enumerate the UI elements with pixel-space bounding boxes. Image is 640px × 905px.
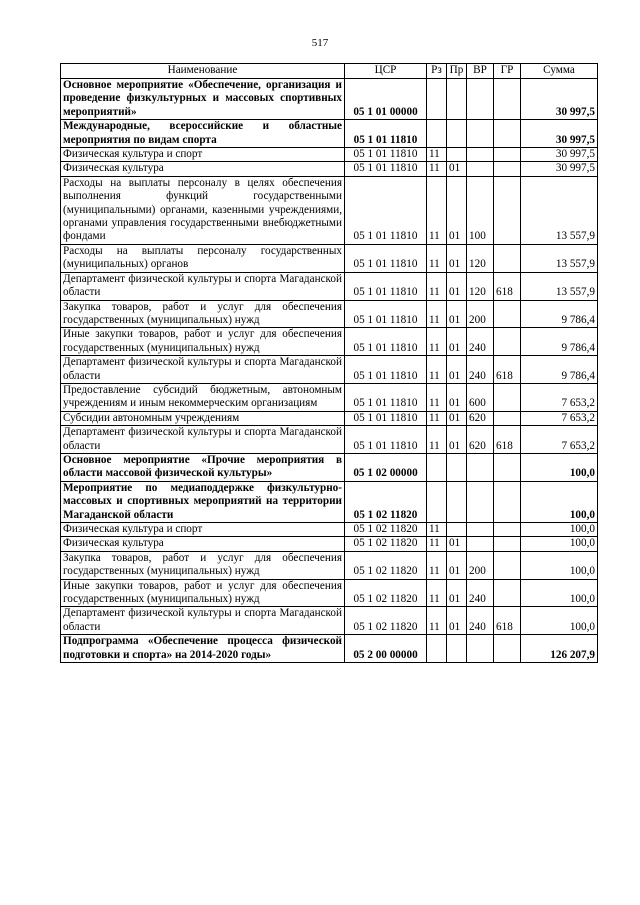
row-name: Основное мероприятие «Обеспечение, организация и проведение физкультурных и массовых спортивных мероприятий» xyxy=(61,79,345,120)
table-row xyxy=(61,120,598,148)
row-rz: 11 xyxy=(427,272,447,300)
page-number: 517 xyxy=(311,37,329,49)
row-sum: 100,0 xyxy=(521,551,598,579)
row-vr: 240 xyxy=(467,579,494,607)
table-row xyxy=(61,426,598,454)
row-name: Закупка товаров, работ и услуг для обеспечения государственных (муниципальных) нужд xyxy=(61,551,345,579)
table-row xyxy=(61,356,598,384)
table-row xyxy=(61,79,598,120)
row-pr: 01 xyxy=(447,300,467,328)
row-gr: 618 xyxy=(494,426,521,454)
row-csr: 05 1 01 11810 xyxy=(345,356,427,384)
row-pr: 01 xyxy=(447,356,467,384)
row-vr xyxy=(467,635,494,663)
row-gr xyxy=(494,300,521,328)
row-rz: 11 xyxy=(427,148,447,162)
row-sum: 7 653,2 xyxy=(521,426,598,454)
row-sum: 9 786,4 xyxy=(521,328,598,356)
row-rz: 11 xyxy=(427,426,447,454)
row-name: Физическая культура и спорт xyxy=(61,148,345,162)
row-rz xyxy=(427,453,447,481)
row-rz: 11 xyxy=(427,579,447,607)
table-row xyxy=(61,523,598,537)
row-rz: 11 xyxy=(427,607,447,635)
row-pr: 01 xyxy=(447,537,467,551)
row-csr: 05 2 00 00000 xyxy=(345,635,427,663)
row-csr: 05 1 01 11810 xyxy=(345,244,427,272)
row-name: Предоставление субсидий бюджетным, автономным учреждениям и иным некоммерческим организациям xyxy=(61,383,345,411)
row-gr xyxy=(494,79,521,120)
row-pr xyxy=(447,453,467,481)
row-rz xyxy=(427,79,447,120)
header-sum: Сумма xyxy=(521,64,598,79)
row-sum: 30 997,5 xyxy=(521,120,598,148)
row-sum: 30 997,5 xyxy=(521,79,598,120)
row-rz: 11 xyxy=(427,176,447,244)
row-gr: 618 xyxy=(494,272,521,300)
row-name: Департамент физической культуры и спорта Магаданской области xyxy=(61,426,345,454)
row-name: Расходы на выплаты персоналу государственных (муниципальных) органов xyxy=(61,244,345,272)
table-row xyxy=(61,411,598,425)
row-sum: 126 207,9 xyxy=(521,635,598,663)
table-row xyxy=(61,607,598,635)
row-name: Департамент физической культуры и спорта Магаданской области xyxy=(61,607,345,635)
header-gr: ГР xyxy=(494,64,521,79)
row-gr xyxy=(494,579,521,607)
row-vr xyxy=(467,79,494,120)
row-sum: 30 997,5 xyxy=(521,148,598,162)
row-pr: 01 xyxy=(447,176,467,244)
row-rz xyxy=(427,481,447,522)
row-gr xyxy=(494,453,521,481)
table-row xyxy=(61,579,598,607)
row-rz: 11 xyxy=(427,411,447,425)
row-vr xyxy=(467,481,494,522)
row-gr xyxy=(494,383,521,411)
row-vr: 600 xyxy=(467,383,494,411)
row-pr: 01 xyxy=(447,426,467,454)
row-pr xyxy=(447,523,467,537)
row-vr: 240 xyxy=(467,607,494,635)
row-vr: 200 xyxy=(467,300,494,328)
row-vr: 120 xyxy=(467,244,494,272)
row-rz xyxy=(427,635,447,663)
row-sum: 100,0 xyxy=(521,523,598,537)
row-pr: 01 xyxy=(447,244,467,272)
row-pr: 01 xyxy=(447,579,467,607)
row-gr xyxy=(494,411,521,425)
row-name: Закупка товаров, работ и услуг для обеспечения государственных (муниципальных) нужд xyxy=(61,300,345,328)
table-row xyxy=(61,148,598,162)
row-csr: 05 1 01 11810 xyxy=(345,411,427,425)
row-sum: 7 653,2 xyxy=(521,383,598,411)
row-rz: 11 xyxy=(427,328,447,356)
row-csr: 05 1 01 11810 xyxy=(345,328,427,356)
row-gr xyxy=(494,537,521,551)
row-pr xyxy=(447,481,467,522)
table-row xyxy=(61,300,598,328)
row-rz: 11 xyxy=(427,300,447,328)
row-csr: 05 1 01 11810 xyxy=(345,120,427,148)
row-pr: 01 xyxy=(447,551,467,579)
header-csr: ЦСР xyxy=(345,64,427,79)
row-name: Субсидии автономным учреждениям xyxy=(61,411,345,425)
row-gr: 618 xyxy=(494,607,521,635)
row-vr xyxy=(467,537,494,551)
row-gr: 618 xyxy=(494,356,521,384)
row-vr: 200 xyxy=(467,551,494,579)
row-pr: 01 xyxy=(447,272,467,300)
table-body xyxy=(61,79,598,663)
row-vr: 240 xyxy=(467,356,494,384)
row-csr: 05 1 02 11820 xyxy=(345,579,427,607)
row-pr: 01 xyxy=(447,411,467,425)
row-pr: 01 xyxy=(447,607,467,635)
row-sum: 100,0 xyxy=(521,579,598,607)
table-row xyxy=(61,453,598,481)
row-gr xyxy=(494,551,521,579)
row-gr xyxy=(494,162,521,176)
row-rz: 11 xyxy=(427,356,447,384)
header-name: Наименование xyxy=(61,64,345,79)
row-pr: 01 xyxy=(447,162,467,176)
row-csr: 05 1 01 11810 xyxy=(345,176,427,244)
row-rz: 11 xyxy=(427,383,447,411)
row-pr xyxy=(447,148,467,162)
header-rz: Рз xyxy=(427,64,447,79)
row-gr xyxy=(494,244,521,272)
table-row xyxy=(61,537,598,551)
row-vr xyxy=(467,120,494,148)
row-csr: 05 1 02 11820 xyxy=(345,607,427,635)
row-csr: 05 1 01 11810 xyxy=(345,426,427,454)
table-row xyxy=(61,328,598,356)
row-sum: 100,0 xyxy=(521,453,598,481)
row-csr: 05 1 01 11810 xyxy=(345,272,427,300)
table-row xyxy=(61,383,598,411)
row-gr xyxy=(494,481,521,522)
header-vr: ВР xyxy=(467,64,494,79)
row-csr: 05 1 02 00000 xyxy=(345,453,427,481)
row-gr xyxy=(494,635,521,663)
table-header-row xyxy=(61,64,598,79)
row-name: Международные, всероссийские и областные мероприятия по видам спорта xyxy=(61,120,345,148)
row-name: Расходы на выплаты персоналу в целях обеспечения выполнения функций государственными (муниципальными) органами, казенными учреждениями, органами управления государственными внебюджетными фондами xyxy=(61,176,345,244)
row-vr: 120 xyxy=(467,272,494,300)
row-rz xyxy=(427,120,447,148)
table-row xyxy=(61,551,598,579)
table-row xyxy=(61,244,598,272)
table-row xyxy=(61,481,598,522)
row-vr: 620 xyxy=(467,426,494,454)
row-sum: 7 653,2 xyxy=(521,411,598,425)
row-csr: 05 1 02 11820 xyxy=(345,523,427,537)
row-name: Основное мероприятие «Прочие мероприятия в области массовой физической культуры» xyxy=(61,453,345,481)
row-csr: 05 1 02 11820 xyxy=(345,551,427,579)
table-row xyxy=(61,176,598,244)
row-gr xyxy=(494,120,521,148)
row-gr xyxy=(494,148,521,162)
row-sum: 9 786,4 xyxy=(521,300,598,328)
row-name: Физическая культура xyxy=(61,162,345,176)
row-rz: 11 xyxy=(427,244,447,272)
row-sum: 100,0 xyxy=(521,481,598,522)
row-vr: 100 xyxy=(467,176,494,244)
row-name: Мероприятие по медиаподдержке физкультурно-массовых и спортивных мероприятий на территории Магаданской области xyxy=(61,481,345,522)
row-csr: 05 1 01 00000 xyxy=(345,79,427,120)
row-sum: 13 557,9 xyxy=(521,176,598,244)
row-csr: 05 1 02 11820 xyxy=(345,481,427,522)
row-vr xyxy=(467,148,494,162)
budget-table xyxy=(60,63,598,663)
row-csr: 05 1 02 11820 xyxy=(345,537,427,551)
row-rz: 11 xyxy=(427,537,447,551)
row-csr: 05 1 01 11810 xyxy=(345,148,427,162)
row-name: Иные закупки товаров, работ и услуг для обеспечения государственных (муниципальных) нужд xyxy=(61,579,345,607)
row-sum: 100,0 xyxy=(521,607,598,635)
table-row xyxy=(61,162,598,176)
row-gr xyxy=(494,176,521,244)
row-csr: 05 1 01 11810 xyxy=(345,383,427,411)
row-pr: 01 xyxy=(447,328,467,356)
row-name: Физическая культура и спорт xyxy=(61,523,345,537)
row-sum: 13 557,9 xyxy=(521,272,598,300)
row-rz: 11 xyxy=(427,523,447,537)
row-pr: 01 xyxy=(447,383,467,411)
row-csr: 05 1 01 11810 xyxy=(345,162,427,176)
table-row xyxy=(61,635,598,663)
row-pr xyxy=(447,79,467,120)
row-rz: 11 xyxy=(427,162,447,176)
header-pr: Пр xyxy=(447,64,467,79)
row-pr xyxy=(447,635,467,663)
row-vr: 240 xyxy=(467,328,494,356)
row-name: Департамент физической культуры и спорта Магаданской области xyxy=(61,272,345,300)
row-vr xyxy=(467,453,494,481)
row-rz: 11 xyxy=(427,551,447,579)
row-sum: 30 997,5 xyxy=(521,162,598,176)
row-name: Департамент физической культуры и спорта Магаданской области xyxy=(61,356,345,384)
table-row xyxy=(61,272,598,300)
row-sum: 9 786,4 xyxy=(521,356,598,384)
row-name: Иные закупки товаров, работ и услуг для обеспечения государственных (муниципальных) нужд xyxy=(61,328,345,356)
row-sum: 100,0 xyxy=(521,537,598,551)
row-name: Подпрограмма «Обеспечение процесса физической подготовки и спорта» на 2014-2020 годы» xyxy=(61,635,345,663)
row-csr: 05 1 01 11810 xyxy=(345,300,427,328)
row-pr xyxy=(447,120,467,148)
row-name: Физическая культура xyxy=(61,537,345,551)
row-sum: 13 557,9 xyxy=(521,244,598,272)
row-gr xyxy=(494,328,521,356)
row-vr xyxy=(467,523,494,537)
row-vr: 620 xyxy=(467,411,494,425)
row-gr xyxy=(494,523,521,537)
row-vr xyxy=(467,162,494,176)
